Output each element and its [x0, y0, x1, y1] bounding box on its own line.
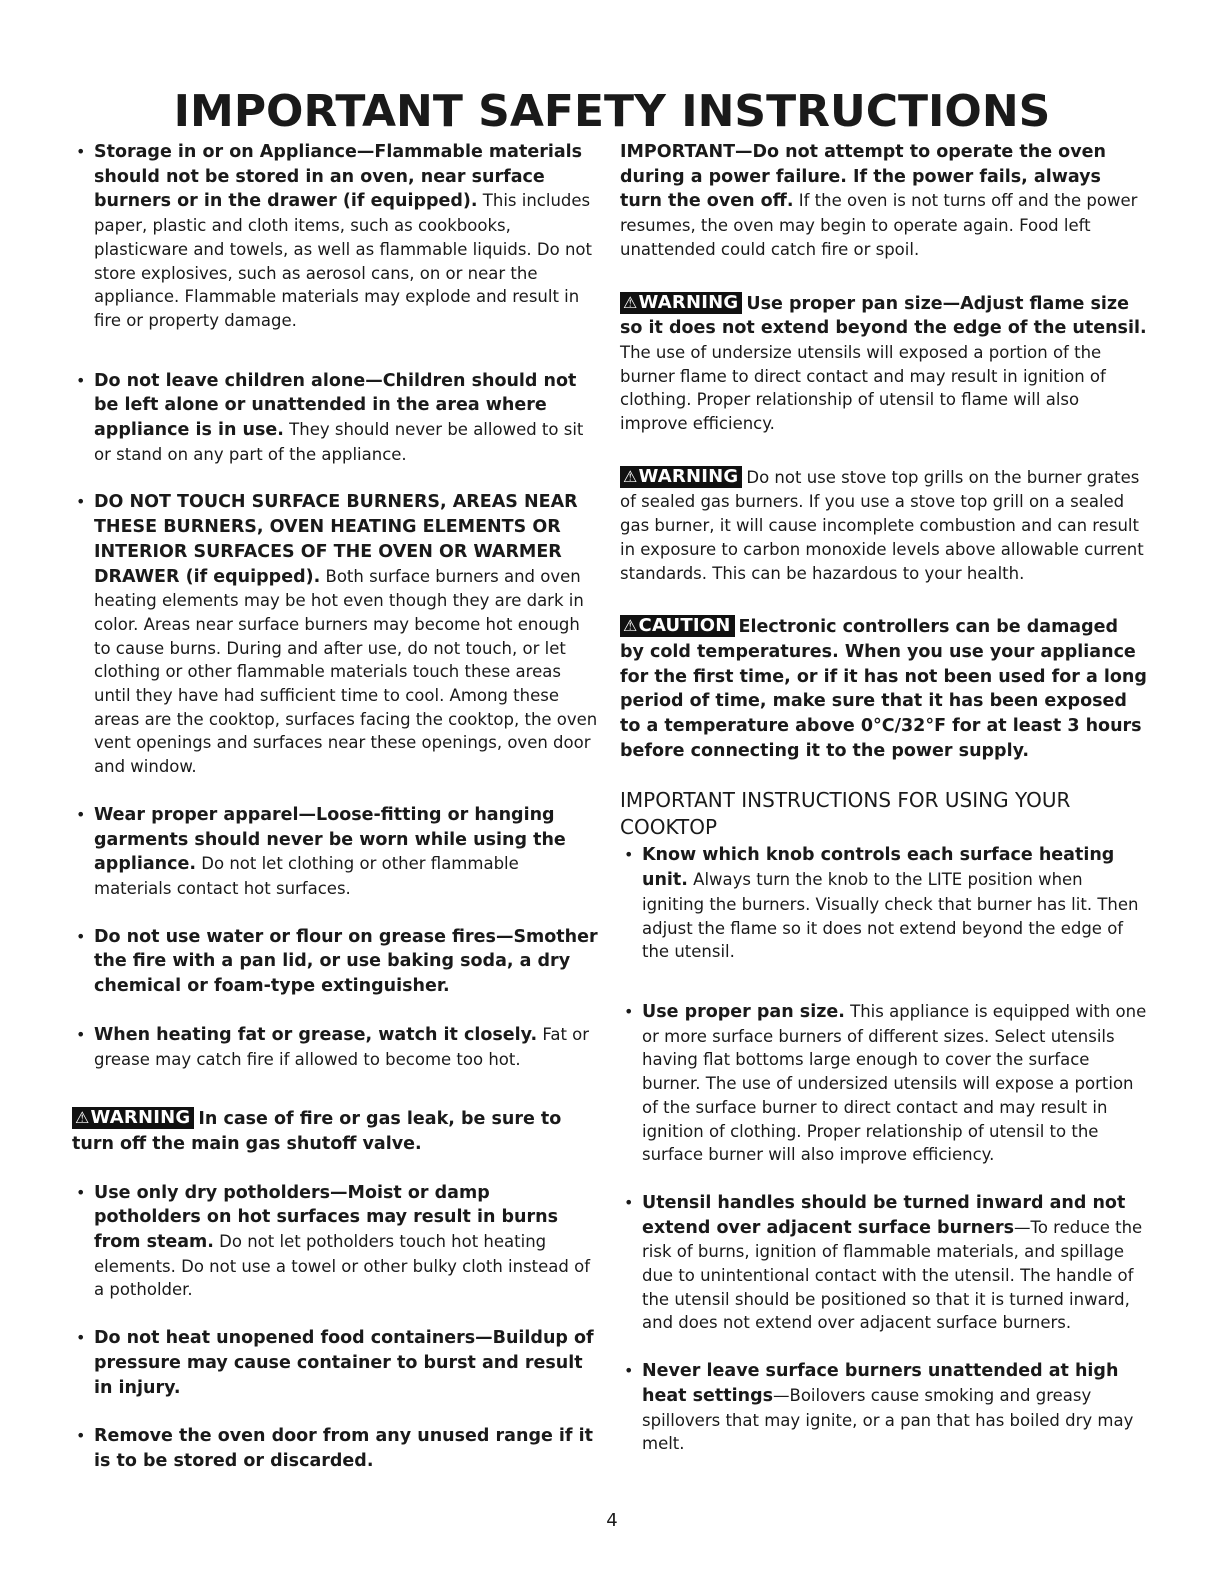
list-item: • Do not use water or flour on grease fires—Smother the fire with a pan lid, or use baking soda, a dry chemical or foam-type extinguisher.	[72, 925, 600, 999]
list-item: • Use proper pan size. This appliance is equipped with one or more surface burners of different sizes. Select utensils having flat bottoms large enough to cover the surface burner. The use of undersized utensils will expose a portion of the surface burner to direct contact and may result in ignition of clothing. Proper relationship of utensil to the surface burner will also improve efficiency.	[620, 1000, 1148, 1167]
page-title: IMPORTANT SAFETY INSTRUCTIONS	[173, 86, 1051, 137]
caution-controllers: ⚠CAUTION Electronic controllers can be damaged by cold temperatures. When you use your appliance for the first time, or if it has not been used for a long period of time, make sure that it has been exposed to a temperature above 0°C/32°F for at least 3 hours before connecting it to the power supply.	[620, 615, 1147, 761]
warning-triangle-icon: ⚠	[623, 616, 638, 636]
warning-badge: ⚠WARNING	[620, 466, 742, 488]
list-item: • Never leave surface burners unattended at high heat settings—Boilovers cause smoking and greasy spillovers that may ignite, or a pan that has boiled dry may melt.	[620, 1359, 1148, 1456]
list-item: • Do not leave children alone—Children should not be left alone or unattended in the area where appliance is in use. They should never be allowed to sit or stand on any part of the appliance.	[72, 369, 600, 467]
page-number: 4	[606, 1510, 618, 1531]
list-item: • Remove the oven door from any unused range if it is to be stored or discarded.	[72, 1424, 600, 1473]
list-item: • Storage in or on Appliance—Flammable materials should not be stored in an oven, near surface burners or in the drawer (if equipped). This includes paper, plastic and cloth items, such as cookbooks, plasticware and towels, as well as flammable liquids. Do not store explosives, such as aerosol cans, on or near the appliance. Flammable materials may explode and result in fire or property damage.	[72, 140, 600, 333]
list-item: • Know which knob controls each surface heating unit. Always turn the knob to the LITE position when igniting the burners. Visually check that burner has lit. Then adjust the flame so it does not extend beyond the edge of the utensil.	[620, 843, 1148, 964]
warning-badge: ⚠WARNING	[620, 292, 742, 314]
power-failure-notice: IMPORTANT—Do not attempt to operate the oven during a power failure. If the power fails, always turn the oven off. If the oven is not turns off and the power resumes, the oven may begin to operate again. Food left unattended could catch fire or spoil.	[620, 142, 1138, 259]
list-item: • DO NOT TOUCH SURFACE BURNERS, AREAS NEAR THESE BURNERS, OVEN HEATING ELEMENTS OR INTERIOR SURFACES OF THE OVEN OR WARMER DRAWER (if equipped). Both surface burners and oven heating elements may be hot even though they are dark in color. Areas near surface burners may become hot enough to cause burns. During and after use, do not touch, or let clothing or other flammable materials touch these areas until they have had sufficient time to cool. Among these areas are the cooktop, surfaces facing the cooktop, the oven vent openings and surfaces near these openings, oven door and window.	[72, 490, 600, 778]
warning-stove-grills: ⚠WARNING Do not use stove top grills on the burner grates of sealed gas burners. If you use a stove top grill on a sealed gas burner, it will cause incomplete combustion and can result in exposure to carbon monoxide levels above allowable current standards. This can be hazardous to your health.	[620, 465, 1144, 583]
list-item: • Do not heat unopened food containers—Buildup of pressure may cause container to burst and result in injury.	[72, 1326, 600, 1400]
warning-fire: ⚠WARNING In case of fire or gas leak, be sure to turn off the main gas shutoff valve.	[72, 1107, 562, 1154]
list-item: • Utensil handles should be turned inward and not extend over adjacent surface burners—To reduce the risk of burns, ignition of flammable materials, and spillage due to unintentional contact with the utensil. The handle of the utensil should be positioned so that it is turned inward, and does not extend over adjacent surface burners.	[620, 1191, 1148, 1335]
warning-triangle-icon: ⚠	[623, 292, 638, 312]
caution-badge: ⚠CAUTION	[620, 615, 735, 637]
warning-pan-size: ⚠WARNING Use proper pan size—Adjust flame size so it does not extend beyond the edge of the utensil. The use of undersize utensils will exposed a portion of the burner flame to direct contact and may result in ignition of clothing. Proper relationship of utensil to flame will also improve efficiency.	[620, 291, 1147, 434]
warning-badge: ⚠WARNING	[72, 1107, 194, 1129]
list-item: • Wear proper apparel—Loose-fitting or hanging garments should never be worn while using the appliance. Do not let clothing or other flammable materials contact hot surfaces.	[72, 803, 600, 901]
left-column	[72, 140, 600, 1498]
right-column	[620, 140, 1148, 1480]
section-heading: IMPORTANT INSTRUCTIONS FOR USING YOUR COOKTOP	[620, 788, 1071, 840]
list-item: • Use only dry potholders—Moist or damp potholders on hot surfaces may result in burns from steam. Do not let potholders touch hot heating elements. Do not use a towel or other bulky cloth instead of a potholder.	[72, 1181, 600, 1303]
list-item: • When heating fat or grease, watch it closely. Fat or grease may catch fire if allowed to become too hot.	[72, 1023, 600, 1071]
warning-triangle-icon: ⚠	[623, 466, 638, 486]
warning-triangle-icon: ⚠	[75, 1108, 90, 1128]
